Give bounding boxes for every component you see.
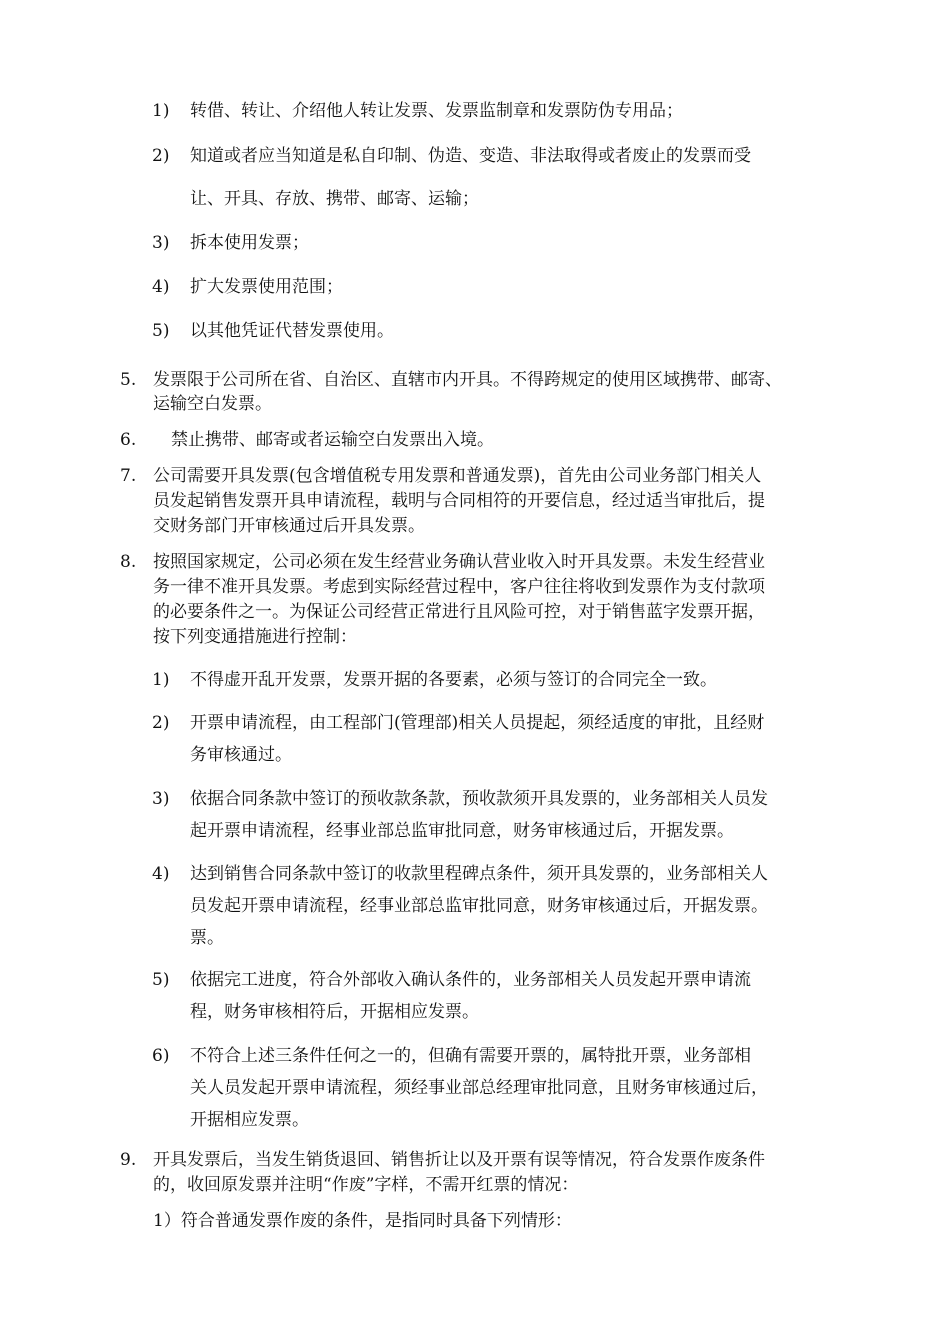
item-number: 8. [120,552,137,572]
list-number: 5) [152,321,170,341]
list-text: 不符合上述三条件任何之一的，但确有需要开票的，属特批开票，业务部相 [190,1046,751,1066]
item-number: 7. [120,466,137,486]
item-text: 开具发票后，当发生销货退回、销售折让以及开票有误等情况，符合发票作废条件 [153,1150,765,1170]
list-number: 4) [152,864,170,884]
list-number: 3) [152,789,170,809]
item-text: 交财务部门开审核通过后开具发票。 [153,516,425,536]
list-text: 开票申请流程，由工程部门(管理部)相关人员提起，须经适度的审批，且经财 [190,713,765,733]
list-number: 2) [152,713,170,733]
item-text: 的必要条件之一。为保证公司经营正常进行且风险可控，对于销售蓝字发票开据， [153,602,765,622]
list-text: 依据合同条款中签订的预收款条款，预收款须开具发票的，业务部相关人员发 [190,789,768,809]
list-number: 1) [152,670,170,690]
item-text: 发票限于公司所在省、自治区、直辖市内开具。不得跨规定的使用区域携带、邮寄、 [153,370,782,390]
list-text: 让、开具、存放、携带、邮寄、运输； [190,189,479,209]
item-text: 的，收回原发票并注明“作废”字样，不需开红票的情况： [153,1175,579,1195]
list-text: 开据相应发票。 [190,1110,309,1130]
list-number: 2) [152,146,170,166]
sub-item-text: 1）符合普通发票作废的条件，是指同时具备下列情形： [153,1211,572,1231]
item-text: 按照国家规定，公司必须在发生经营业务确认营业收入时开具发票。未发生经营业 [153,552,765,572]
list-number: 5) [152,970,170,990]
list-text: 程，财务审核相符后，开据相应发票。 [190,1002,479,1022]
list-text: 以其他凭证代替发票使用。 [190,321,394,341]
item-text: 禁止携带、邮寄或者运输空白发票出入境。 [171,430,494,450]
list-number: 6) [152,1046,170,1066]
item-text: 公司需要开具发票(包含增值税专用发票和普通发票)，首先由公司业务部门相关人 [153,466,762,486]
list-text: 票。 [190,928,224,948]
list-text: 知道或者应当知道是私自印制、伪造、变造、非法取得或者废止的发票而受 [190,146,751,166]
list-number: 3) [152,233,170,253]
list-text: 达到销售合同条款中签订的收款里程碑点条件，须开具发票的，业务部相关人 [190,864,768,884]
list-text: 转借、转让、介绍他人转让发票、发票监制章和发票防伪专用品； [190,101,683,121]
list-text: 扩大发票使用范围； [190,277,343,297]
list-text: 依据完工进度，符合外部收入确认条件的，业务部相关人员发起开票申请流 [190,970,751,990]
item-text: 按下列变通措施进行控制： [153,627,357,647]
list-text: 员发起开票申请流程，经事业部总监审批同意，财务审核通过后，开据发票。 [190,896,768,916]
item-number: 5. [120,370,137,390]
list-text: 务审核通过。 [190,745,292,765]
list-text: 起开票申请流程，经事业部总监审批同意，财务审核通过后，开据发票。 [190,821,734,841]
list-number: 4) [152,277,170,297]
list-text: 不得虚开乱开发票，发票开据的各要素，必须与签订的合同完全一致。 [190,670,717,690]
item-text: 员发起销售发票开具申请流程，载明与合同相符的开要信息，经过适当审批后，提 [153,491,765,511]
list-text: 拆本使用发票； [190,233,309,253]
item-text: 务一律不准开具发票。考虑到实际经营过程中，客户往往将收到发票作为支付款项 [153,577,765,597]
list-number: 1) [152,101,170,121]
item-number: 6. [120,430,137,450]
item-text: 运输空白发票。 [153,394,272,414]
item-number: 9. [120,1150,137,1170]
list-text: 关人员发起开票申请流程，须经事业部总经理审批同意，且财务审核通过后， [190,1078,768,1098]
